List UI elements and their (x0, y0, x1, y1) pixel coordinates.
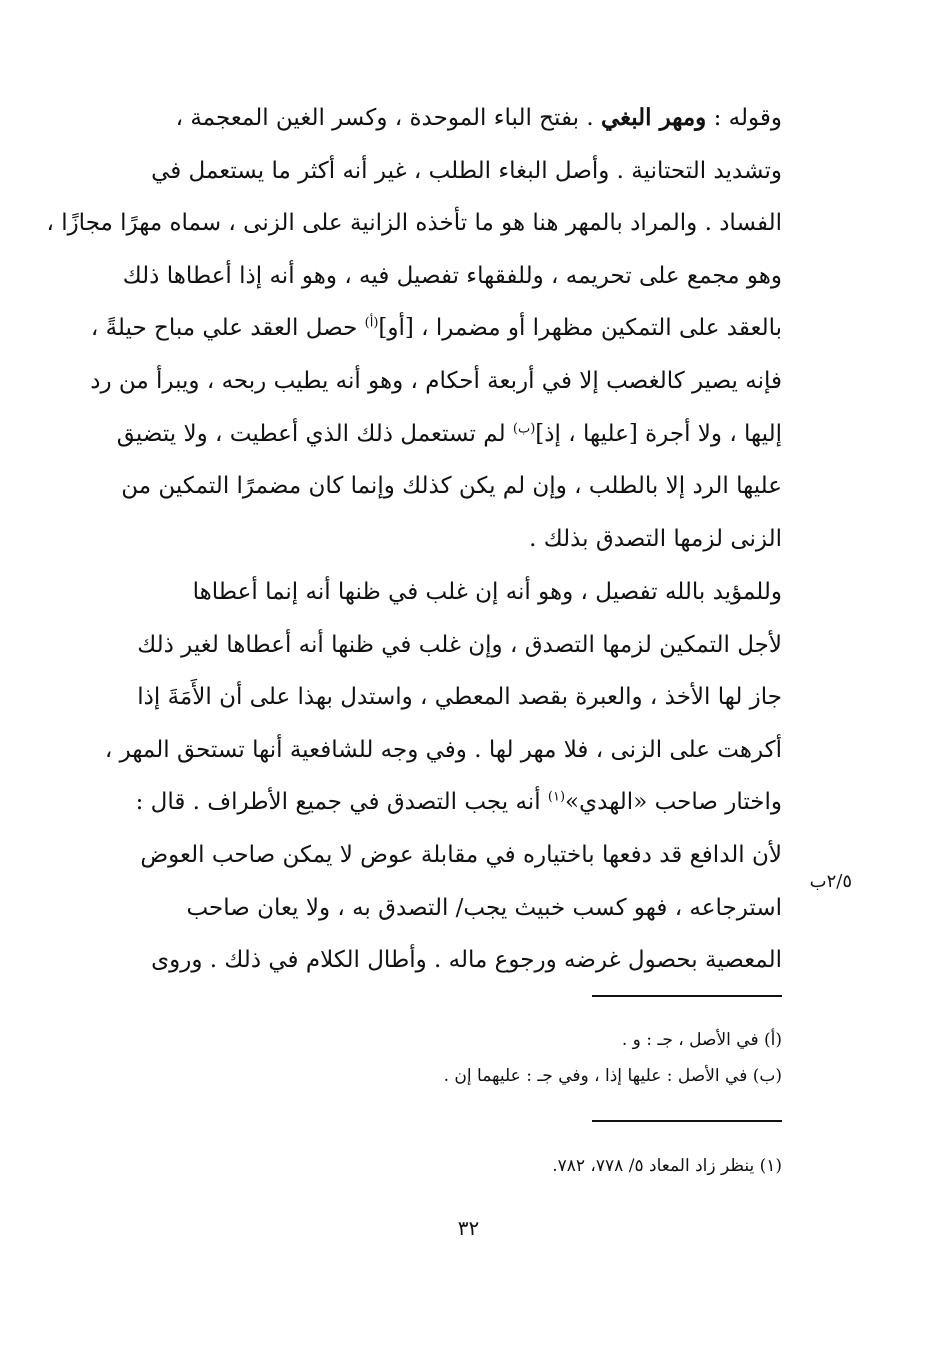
footnote-1: (١) ينظر زاد المعاد ٥/ ٧٧٨، ٧٨٢. (552, 1156, 782, 1176)
text-line: فإنه يصير كالغصب إلا في أربعة أحكام ، وهو أنه يطيب ربحه ، ويبرأ من رد (90, 367, 782, 394)
text-line: لأجل التمكين لزمها التصدق ، وإن غلب في ظنها أنه أعطاها لغير ذلك (137, 631, 782, 658)
footnote-separator (592, 995, 782, 997)
footnote-b: (ب) في الأصل : عليها إذا ، وفي جـ : عليهما إن . (443, 1066, 782, 1086)
text-line: وهو مجمع على تحريمه ، وللفقهاء تفصيل فيه ، وهو أنه إذا أعطاها ذلك (122, 262, 782, 289)
text-line: إليها ، ولا أجرة [عليها ، إذ]$^{(ب)}$ لم تستعمل ذلك الذي أعطيت ، ولا يتضيق (116, 420, 782, 447)
footnote-marker: (ب) (512, 420, 536, 436)
manuscript-folio-note: ٢/٥ب (809, 871, 852, 892)
text-line: المعصية بحصول غرضه ورجوع ماله . وأطال الكلام في ذلك . وروى (151, 947, 782, 974)
text-line: وتشديد التحتانية . وأصل البغاء الطلب ، غير أنه أكثر ما يستعمل في (151, 157, 782, 184)
text-line: لأن الدافع قد دفعها باختياره في مقابلة عوض لا يمكن صاحب العوض (140, 841, 782, 868)
text-line: وللمؤيد بالله تفصيل ، وهو أنه إن غلب في ظنها أنه إنما أعطاها (192, 579, 782, 605)
bold-term: ومهر البغي (600, 104, 707, 131)
text-line: أكرهت على الزنى ، فلا مهر لها . وفي وجه للشافعية أنها تستحق المهر ، (104, 736, 782, 763)
page-number: ٣٢ (457, 1216, 480, 1240)
paragraph-1 (46, 92, 782, 565)
footnote-separator (592, 1120, 782, 1122)
text-line: استرجاعه ، فهو كسب خبيث يجب/ التصدق به ، ولا يعان صاحب (186, 894, 782, 921)
footnote-a: (أ) في الأصل ، جـ : و . (621, 1030, 782, 1050)
paragraph-2 (104, 566, 782, 987)
text-line: الفساد . والمراد بالمهر هنا هو ما تأخذه الزانية على الزنى ، سماه مهرًا مجازًا ، (46, 210, 782, 237)
text-line: واختار صاحب «الهدي»$^{(١)}$ أنه يجب التصدق في جميع الأطراف . قال : (135, 789, 782, 816)
footnote-marker: (١) (547, 789, 566, 805)
text-line: بالعقد على التمكين مظهرا أو مضمرا ، [أو]$^{(أ)}$ حصل العقد علي مباح حيلةً ، (90, 315, 782, 342)
footnote-marker: (أ) (364, 315, 379, 331)
text-line: الزنى لزمها التصدق بذلك . (529, 525, 782, 552)
text-line: جاز لها الأخذ ، والعبرة بقصد المعطي ، واستدل بهذا على أن الأَمَةَ إذا (137, 684, 782, 711)
text-line: وقوله : ومهر البغي . بفتح الباء الموحدة ، وكسر الغين المعجمة ، (175, 104, 782, 131)
text-line: عليها الرد إلا بالطلب ، وإن لم يكن كذلك وإنما كان مضمرًا التمكين من (121, 473, 782, 500)
